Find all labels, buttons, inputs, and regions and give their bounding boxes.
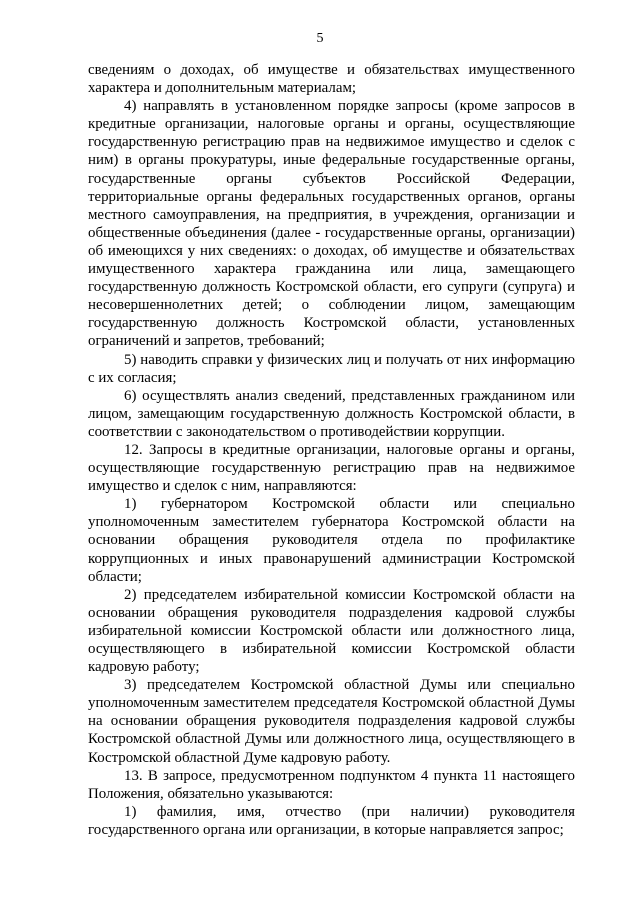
paragraph-clause-12-item-2: 2) председателем избирательной комиссии Костромской области на основании обращения руководителя подразделения кадровой службы избирательной комиссии Костромской области или должностного лица, осуществляющего в избирательной комиссии Костромской области кадровую работу; <box>88 586 575 676</box>
paragraph-clause-12: 12. Запросы в кредитные организации, налоговые органы и органы, осуществляющие государственную регистрацию прав на недвижимое имущество и сделок с ним, направляются: <box>88 441 575 495</box>
document-body <box>88 61 575 839</box>
paragraph-item-4: 4) направлять в установленном порядке запросы (кроме запросов в кредитные организации, налоговые органы и органы, осуществляющие государственную регистрацию прав на недвижимое имущество и сделок с ним) в органы прокуратуры, иные федеральные государственные органы, государственные органы субъектов Российской Федерации, территориальные органы федеральных государственных органов, органы местного самоуправления, на предприятия, в учреждения, организации и общественные объединения (далее - государственные органы, организации) об имеющихся у них сведениях: о доходах, об имуществе и обязательствах имущественного характера гражданина или лица, замещающего государственную должность Костромской области, его супруги (супруга) и несовершеннолетних детей; о соблюдении лицом, замещающим государственную должность Костромской области, установленных ограничений и запретов, требований; <box>88 98 575 350</box>
paragraph-clause-13-item-1: 1) фамилия, имя, отчество (при наличии) руководителя государственного органа или организации, в которые направляется запрос; <box>88 803 575 838</box>
paragraph-clause-13: 13. В запросе, предусмотренном подпунктом 4 пункта 11 настоящего Положения, обязательно указываются: <box>88 767 575 802</box>
page-number: 5 <box>316 31 324 46</box>
paragraph-clause-12-item-1: 1) губернатором Костромской области или специально уполномоченным заместителем губернатора Костромской области на основании обращения руководителя отдела по профилактике коррупционных и иных правонарушений администрации Костромской области; <box>88 496 575 585</box>
paragraph-clause-12-item-3: 3) председателем Костромской областной Думы или специально уполномоченным заместителем председателя Костромской областной Думы на основании обращения руководителя подразделения кадровой службы Костромской областной Думы или должностного лица, осуществляющего в Костромской областной Думе кадровую работу. <box>88 677 575 766</box>
paragraph-item-5: 5) наводить справки у физических лиц и получать от них информацию с их согласия; <box>88 351 575 386</box>
paragraph-item-6: 6) осуществлять анализ сведений, представленных гражданином или лицом, замещающим государственную должность Костромской области, в соответствии с законодательством о противодействии коррупции. <box>88 387 575 440</box>
paragraph-continuation: сведениям о доходах, об имуществе и обязательствах имущественного характера и дополнительным материалам; <box>88 62 575 97</box>
